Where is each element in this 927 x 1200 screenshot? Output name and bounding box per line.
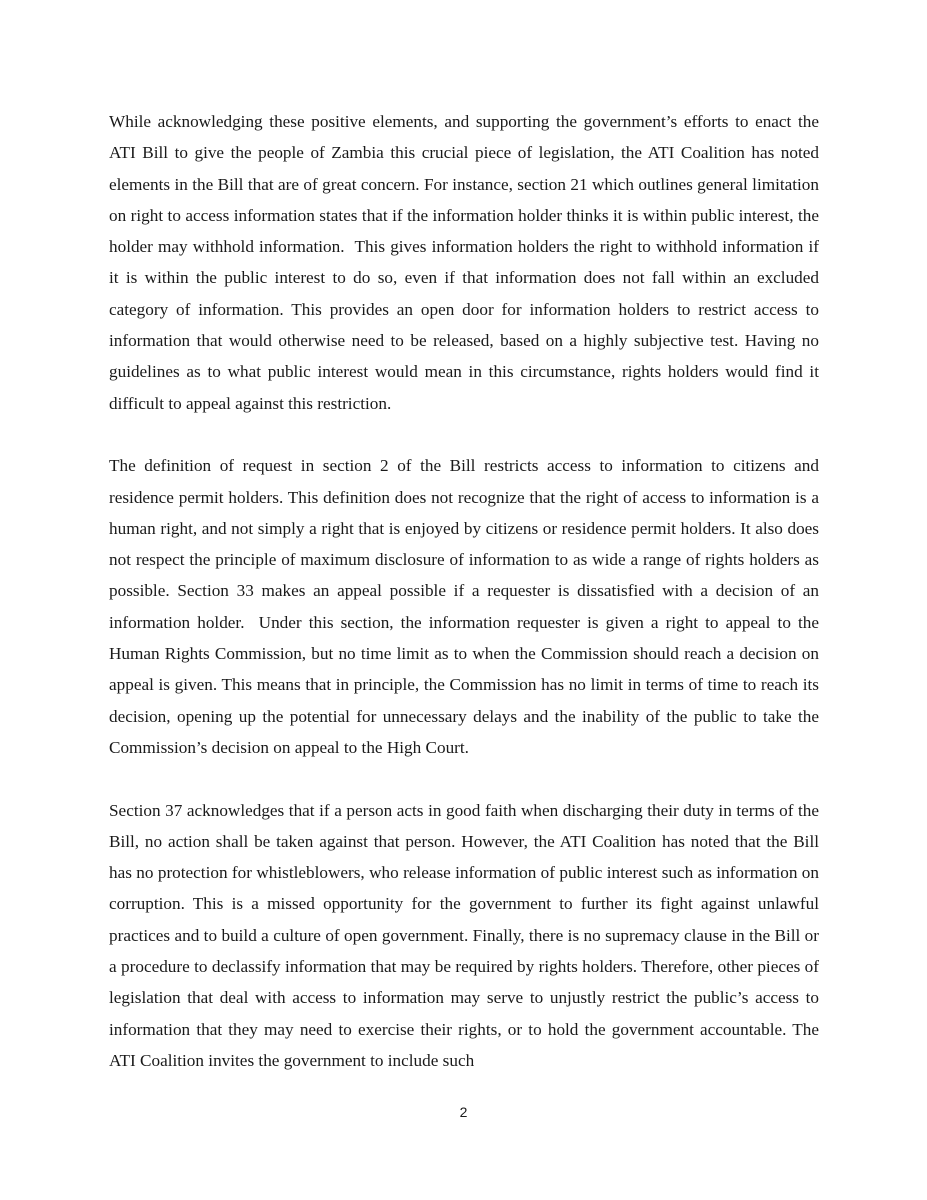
paragraph-1: While acknowledging these positive elements, and supporting the government’s efforts to enact the ATI Bill to give the people of Zambia this crucial piece of legislation, the ATI Coalition has noted elements in the Bill that are of great concern. For instance, section 21 which outlines general limitation on right to access information states that if the information holder thinks it is within public interest, the holder may withhold information. This gives information holders the right to withhold information if it is within the public interest to do so, even if that information does not fall within an excluded category of information. This provides an open door for information holders to restrict access to information that would otherwise need to be released, based on a highly subjective test. Having no guidelines as to what public interest would mean in this circumstance, rights holders would find it difficult to appeal against this restriction. [109,112,824,413]
paragraph-2: The definition of request in section 2 of the Bill restricts access to information to citizens and residence permit holders. This definition does not recognize that the right of access to information is a human right, and not simply a right that is enjoyed by citizens or residence permit holders. It also does not respect the principle of maximum disclosure of information to as wide a range of rights holders as possible. Section 33 makes an appeal possible if a requester is dissatisfied with a decision of an information holder. Under this section, the information requester is given a right to appeal to the Human Rights Commission, but no time limit as to when the Commission should reach a decision on appeal is given. This means that in principle, the Commission has no limit in terms of time to reach its decision, opening up the potential for unnecessary delays and the inability of the public to take the Commission’s decision on appeal to the High Court. [109,456,824,757]
body-text [109,106,824,1108]
page-number: 2 [459,1104,468,1120]
paragraph-3: Section 37 acknowledges that if a person acts in good faith when discharging their duty in terms of the Bill, no action shall be taken against that person. However, the ATI Coalition has noted that the Bill has no protection for whistleblowers, who release information of public interest such as information on corruption. This is a missed opportunity for the government to further its fight against unlawful practices and to build a culture of open government. Finally, there is no supremacy clause in the Bill or a procedure to declassify information that may be required by rights holders. Therefore, other pieces of legislation that deal with access to information may serve to unjustly restrict the public’s access to information that they may need to exercise their rights, or to hold the government accountable. The ATI Coalition invites the government to include such [109,800,824,1070]
